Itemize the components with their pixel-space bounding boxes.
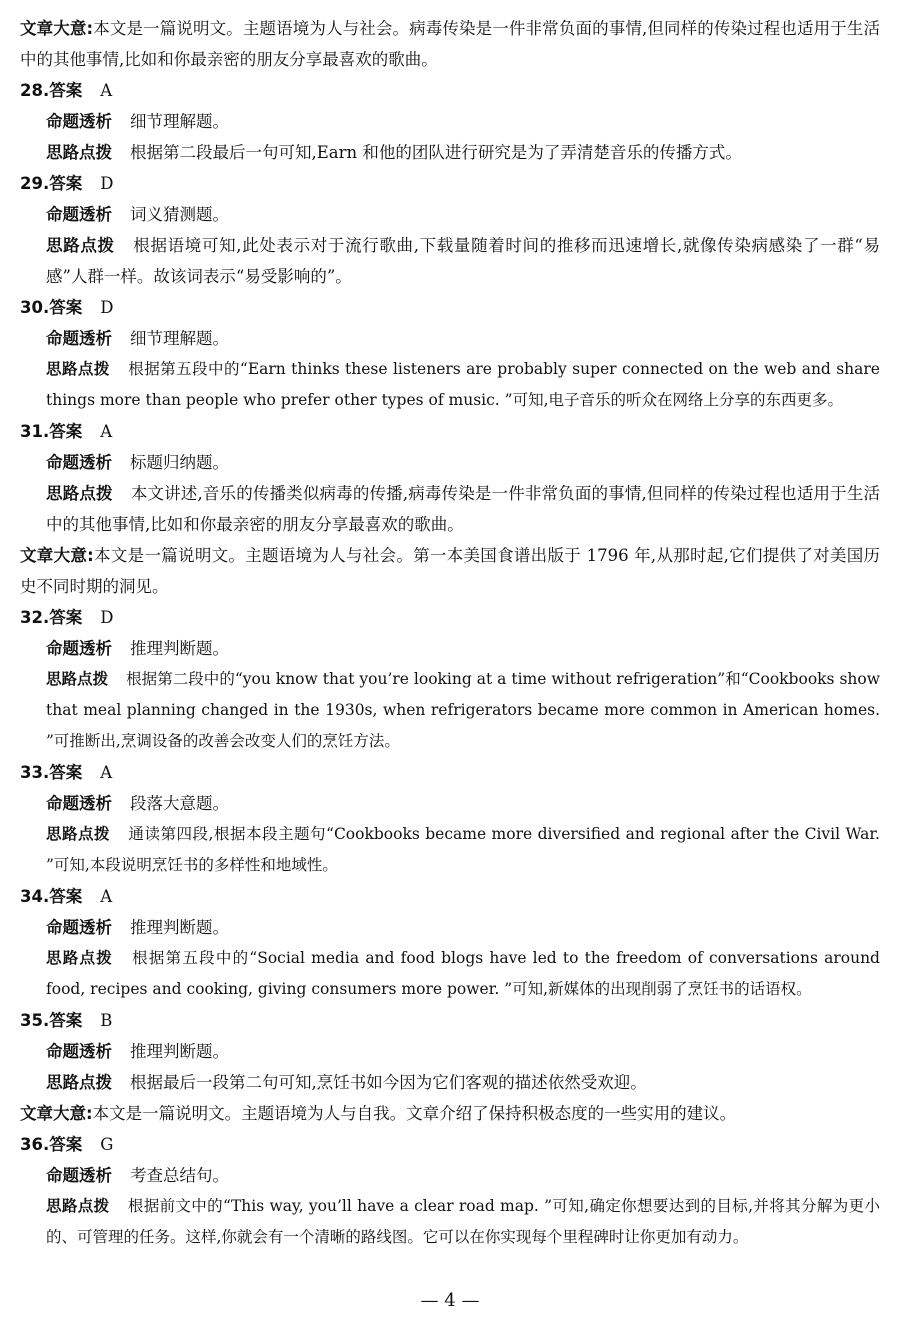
analysis-text: 推理判断题。 bbox=[130, 639, 229, 658]
question-answer-line bbox=[20, 75, 900, 106]
question-answer-line bbox=[20, 881, 900, 912]
analysis-text: 段落大意题。 bbox=[130, 794, 229, 813]
answer-label: 答案 bbox=[49, 81, 83, 100]
analysis-label: 命题透析 bbox=[46, 205, 112, 224]
answer-value: B bbox=[100, 1011, 113, 1030]
answer-label: 答案 bbox=[49, 887, 83, 906]
analysis-label: 命题透析 bbox=[46, 639, 112, 658]
hint-label: 思路点拨 bbox=[46, 1073, 112, 1092]
question-answer-line bbox=[20, 1005, 900, 1036]
answer-label: 答案 bbox=[49, 608, 83, 627]
analysis-line bbox=[46, 447, 880, 478]
hint-label: 思路点拨 bbox=[46, 484, 113, 503]
answer-label: 答案 bbox=[49, 1011, 83, 1030]
question-number: 29. bbox=[20, 174, 50, 193]
hint-text: 根据第五段中的“Social media and food blogs have led to the freedom of conversations around food, recipes and cooking, giving consumers more power. ”可知,新媒体的出现削弱了烹饪书的话语权。 bbox=[46, 949, 880, 998]
analysis-text: 考查总结句。 bbox=[130, 1166, 229, 1185]
answer-value: A bbox=[100, 422, 113, 441]
hint-label: 思路点拨 bbox=[46, 670, 109, 688]
analysis-line bbox=[46, 788, 880, 819]
hint-line bbox=[46, 137, 880, 168]
question-number: 28. bbox=[20, 81, 50, 100]
hint-label: 思路点拨 bbox=[46, 360, 110, 378]
analysis-line bbox=[46, 633, 880, 664]
analysis-label: 命题透析 bbox=[46, 918, 112, 937]
hint-line bbox=[46, 819, 880, 881]
question-answer-line bbox=[20, 416, 900, 447]
answer-label: 答案 bbox=[49, 422, 83, 441]
hint-line bbox=[46, 943, 880, 1005]
hint-text: 本文讲述,音乐的传播类似病毒的传播,病毒传染是一件非常负面的事情,但同样的传染过程也适用于生活中的其他事情,比如和你最亲密的朋友分享最喜欢的歌曲。 bbox=[46, 484, 880, 534]
hint-line bbox=[46, 230, 880, 292]
analysis-line bbox=[46, 323, 880, 354]
analysis-label: 命题透析 bbox=[46, 794, 112, 813]
answer-value: D bbox=[100, 608, 114, 627]
question-number: 36. bbox=[20, 1135, 50, 1154]
hint-line bbox=[46, 354, 880, 416]
analysis-label: 命题透析 bbox=[46, 112, 112, 131]
hint-line bbox=[46, 1067, 880, 1098]
question-number: 30. bbox=[20, 298, 50, 317]
analysis-line bbox=[46, 199, 880, 230]
answer-value: A bbox=[100, 81, 113, 100]
analysis-label: 命题透析 bbox=[46, 329, 112, 348]
analysis-text: 细节理解题。 bbox=[130, 329, 229, 348]
question-number: 33. bbox=[20, 763, 50, 782]
answer-value: G bbox=[100, 1135, 114, 1154]
analysis-text: 推理判断题。 bbox=[130, 918, 229, 937]
summary-label: 文章大意: bbox=[20, 546, 94, 565]
summary-label: 文章大意: bbox=[20, 1104, 93, 1123]
hint-text: 根据第五段中的“Earn thinks these listeners are probably super connected on the web and share things more than people who prefer other types of music. ”可知,电子音乐的听众在网络上分享的东西更多。 bbox=[46, 360, 880, 409]
hint-label: 思路点拨 bbox=[46, 825, 111, 843]
hint-text: 根据前文中的“This way, you’ll have a clear road map. ”可知,确定你想要达到的目标,并将其分解为更小的、可管理的任务。这样,你就会有一个清晰的路线图。它可以在你实现每个里程碑时让你更加有动力。 bbox=[46, 1197, 880, 1246]
hint-text: 通读第四段,根据本段主题句“Cookbooks became more diversified and regional after the Civil War. ”可知,本段说明烹饪书的多样性和地域性。 bbox=[46, 825, 880, 874]
analysis-label: 命题透析 bbox=[46, 453, 112, 472]
hint-text: 根据最后一段第二句可知,烹饪书如今因为它们客观的描述依然受欢迎。 bbox=[130, 1073, 647, 1092]
answer-label: 答案 bbox=[49, 763, 83, 782]
question-number: 35. bbox=[20, 1011, 50, 1030]
hint-line bbox=[46, 664, 880, 757]
hint-line bbox=[46, 1191, 880, 1284]
summary-text: 本文是一篇说明文。主题语境为人与社会。病毒传染是一件非常负面的事情,但同样的传染过程也适用于生活中的其他事情,比如和你最亲密的朋友分享最喜欢的歌曲。 bbox=[20, 19, 880, 69]
analysis-text: 标题归纳题。 bbox=[130, 453, 229, 472]
analysis-label: 命题透析 bbox=[46, 1042, 112, 1061]
hint-label: 思路点拨 bbox=[46, 143, 112, 162]
hint-label: 思路点拨 bbox=[46, 949, 113, 967]
summary-text: 本文是一篇说明文。主题语境为人与社会。第一本美国食谱出版于 1796 年,从那时起,它们提供了对美国历史不同时期的洞见。 bbox=[20, 546, 880, 596]
page-number: — 4 — bbox=[420, 1290, 480, 1311]
question-answer-line bbox=[20, 757, 900, 788]
analysis-text: 推理判断题。 bbox=[130, 1042, 229, 1061]
analysis-line bbox=[46, 1160, 880, 1191]
answer-value: D bbox=[100, 174, 114, 193]
question-number: 34. bbox=[20, 887, 50, 906]
hint-line bbox=[46, 478, 880, 540]
analysis-text: 词义猜测题。 bbox=[130, 205, 229, 224]
hint-text: 根据第二段中的“you know that you’re looking at a time without refrigeration”和“Cookbooks show that meal planning changed in the 1930s, when refrigerators became more common in American homes. ”可推断出,烹调设备的改善会改变人们的烹饪方法。 bbox=[46, 670, 880, 750]
hint-text: 根据第二段最后一句可知,Earn 和他的团队进行研究是为了弄清楚音乐的传播方式。 bbox=[130, 143, 742, 162]
question-answer-line bbox=[20, 602, 900, 633]
summary-text: 本文是一篇说明文。主题语境为人与自我。文章介绍了保持积极态度的一些实用的建议。 bbox=[92, 1104, 737, 1123]
question-answer-line bbox=[20, 1129, 900, 1160]
question-number: 32. bbox=[20, 608, 50, 627]
answer-label: 答案 bbox=[49, 298, 83, 317]
question-number: 31. bbox=[20, 422, 50, 441]
analysis-text: 细节理解题。 bbox=[130, 112, 229, 131]
answer-label: 答案 bbox=[49, 1135, 83, 1154]
answer-value: A bbox=[100, 887, 113, 906]
answer-label: 答案 bbox=[49, 174, 83, 193]
analysis-line bbox=[46, 106, 880, 137]
question-answer-line bbox=[20, 292, 900, 323]
analysis-line bbox=[46, 1036, 880, 1067]
analysis-label: 命题透析 bbox=[46, 1166, 112, 1185]
analysis-line bbox=[46, 912, 880, 943]
article-summary bbox=[20, 540, 880, 602]
question-answer-line bbox=[20, 168, 900, 199]
hint-text: 根据语境可知,此处表示对于流行歌曲,下载量随着时间的推移而迅速增长,就像传染病感染了一群“易感”人群一样。故该词表示“易受影响的”。 bbox=[46, 236, 881, 286]
article-summary bbox=[20, 1098, 880, 1129]
answer-value: D bbox=[100, 298, 114, 317]
answer-value: A bbox=[100, 763, 113, 782]
hint-label: 思路点拨 bbox=[46, 236, 115, 255]
hint-label: 思路点拨 bbox=[46, 1197, 110, 1215]
summary-label: 文章大意: bbox=[20, 19, 94, 38]
article-summary bbox=[20, 13, 880, 75]
